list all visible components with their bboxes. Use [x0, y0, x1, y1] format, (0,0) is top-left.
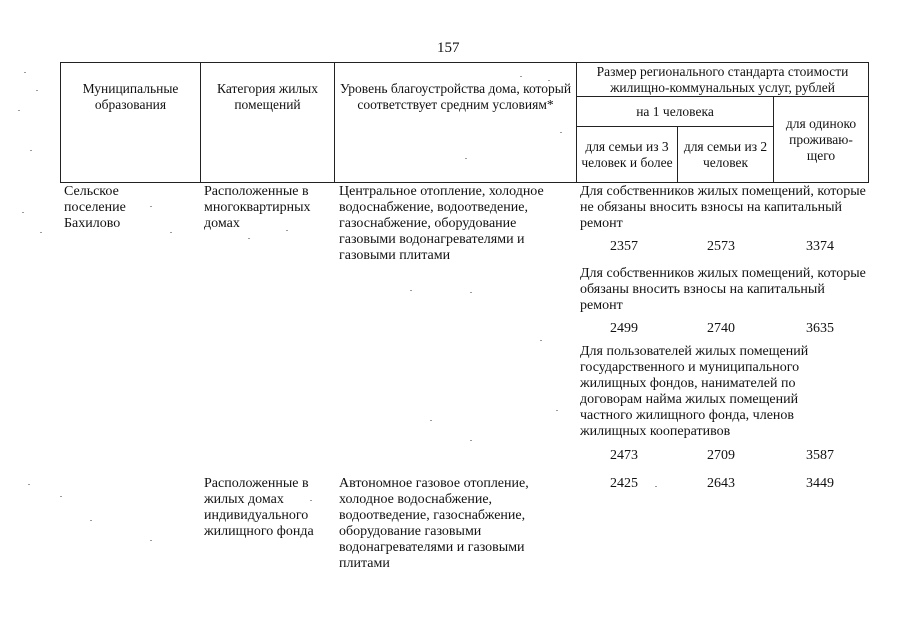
group1-label: Для собственников жилых помещений, которые не обязаны вносить взносы на капитальный ремонт: [580, 184, 866, 231]
row1-level: Центральное отопление, холодное водоснабжение, водоотведение, газоснабжение, оборудование газовыми водонагревателями и газовыми плитами: [339, 184, 544, 263]
table-header: [60, 62, 869, 183]
header-level: Уровень благоустройства дома, который соответствует средним условиям*: [335, 63, 577, 183]
header-family3: для семьи из 3 человек и более: [577, 127, 678, 183]
row1-category: Расположенные в многоквартирных домах: [204, 184, 311, 231]
group3-value-family3: 2473: [610, 448, 638, 463]
group3-value-single: 3587: [806, 448, 834, 463]
group3-label: Для пользователей жилых помещений государственного и муниципального жилищных фондов, нанимателей по договорам найма жилых помещений частного жилищного фонда, членов жилищных кооперативов: [580, 344, 809, 439]
row2-value-family2: 2643: [707, 476, 735, 491]
header-standard: Размер регионального стандарта стоимости жилищно-коммунальных услуг, рублей: [577, 63, 869, 97]
header-family2: для семьи из 2 человек: [678, 127, 774, 183]
header-municipality: Муниципальные образования: [61, 63, 201, 183]
group2-value-single: 3635: [806, 321, 834, 336]
row2-level: Автономное газовое отопление, холодное водоснабжение, водоотведение, газоснабжение, оборудование газовыми водонагревателями и газовыми плитами: [339, 476, 529, 571]
page-number: 157: [437, 40, 460, 56]
group1-value-family2: 2573: [707, 239, 735, 254]
group1-value-single: 3374: [806, 239, 834, 254]
group2-value-family2: 2740: [707, 321, 735, 336]
group3-value-family2: 2709: [707, 448, 735, 463]
row2-value-single: 3449: [806, 476, 834, 491]
header-single: для одиноко проживаю-щего: [774, 97, 869, 183]
row1-municipality: Сельское поселение Бахилово: [64, 184, 126, 231]
row2-value-family3: 2425: [610, 476, 638, 491]
header-per-person: на 1 человека: [577, 97, 774, 127]
group1-value-family3: 2357: [610, 239, 638, 254]
group2-label: Для собственников жилых помещений, которые обязаны вносить взносы на капитальный ремонт: [580, 266, 866, 313]
header-category: Категория жилых помещений: [201, 63, 335, 183]
group2-value-family3: 2499: [610, 321, 638, 336]
row2-category: Расположенные в жилых домах индивидуального жилищного фонда: [204, 476, 314, 539]
